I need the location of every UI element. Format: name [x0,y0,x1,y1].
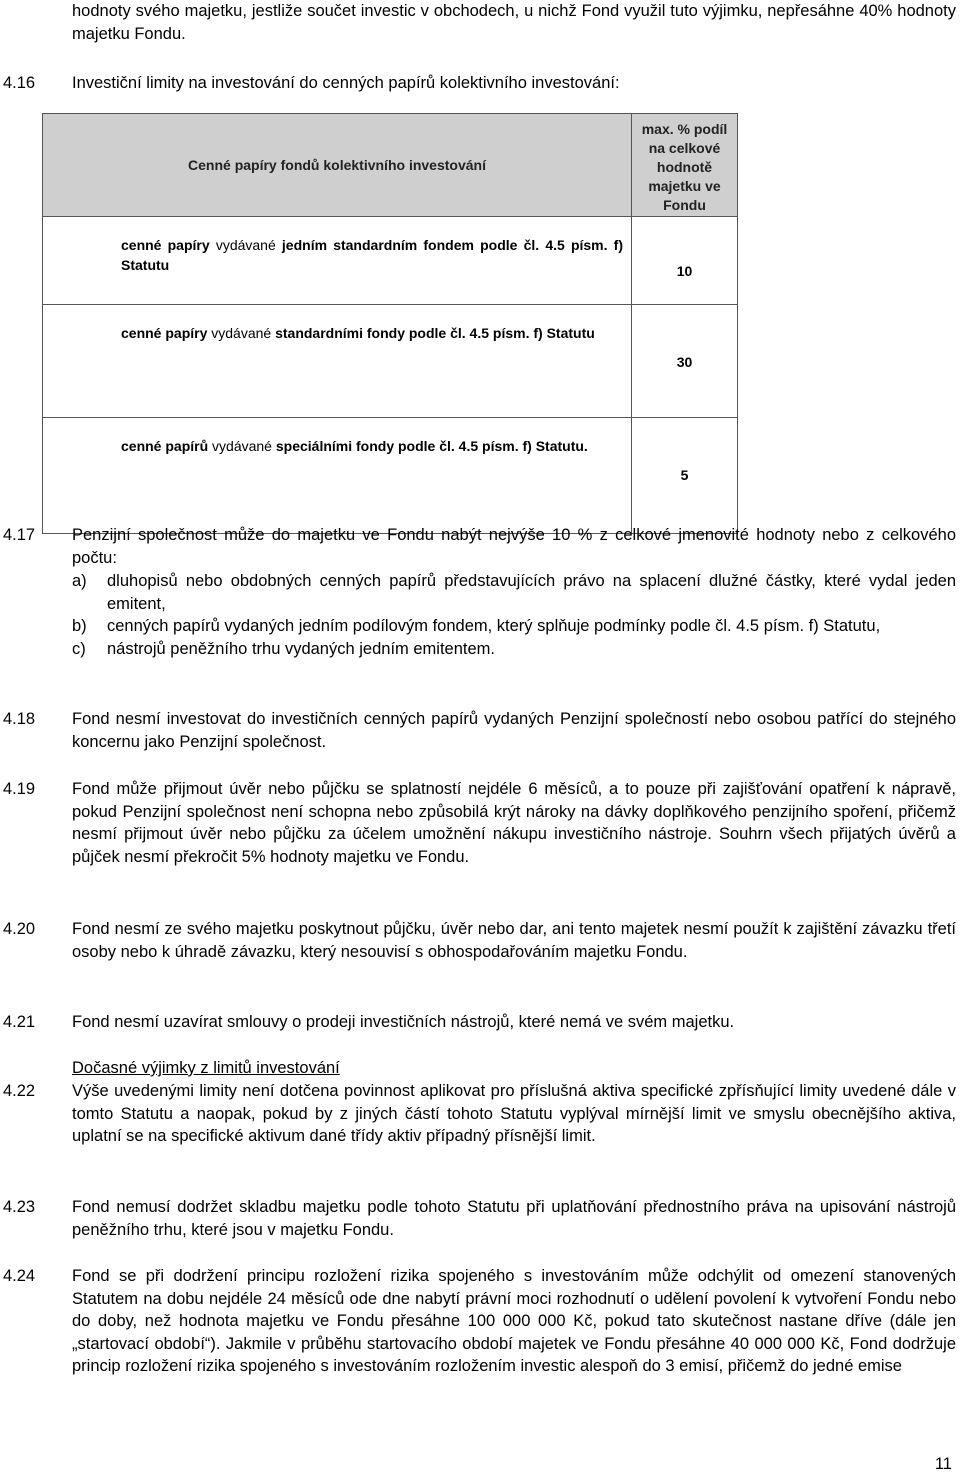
section-number-4-23: 4.23 [3,1198,36,1216]
list-item-label: b) [72,617,87,636]
section-number-4-21: 4.21 [3,1013,36,1031]
table-row-description [43,305,632,418]
section-4-23-text: Fond nemusí dodržet skladbu majetku podle tohoto Statutu při uplatňování přednostního práva na upisování nástrojů peněžního trhu, které jsou v majetku Fondu. [72,1198,956,1239]
intro-paragraph: hodnoty svého majetku, jestliže součet investic v obchodech, u nichž Fond využil tuto výjimku, nepřesáhne 40% hodnoty majetku Fondu. [72,2,956,43]
section-number-4-18: 4.18 [3,710,36,728]
table-row-value: 10 [632,217,738,305]
section-number-4-16: 4.16 [3,74,36,92]
row-bold: standardními fondy podle čl. 4.5 písm. f) Statutu [275,325,595,341]
section-number-4-22: 4.22 [3,1082,36,1100]
list-item [72,570,956,615]
list-item-label: a) [72,572,87,590]
section-heading: Dočasné výjimky z limitů investování [72,1059,340,1077]
list-item [72,638,956,661]
list-item [72,615,956,638]
section-number-4-19: 4.19 [3,780,36,798]
list-item-label: c) [72,639,86,658]
table-header-right-text: max. % podíl na celkové hodnotě majetku ve Fondu [641,121,728,213]
row-mid: vydávané [215,237,276,253]
table-header-row [43,114,738,217]
row-mid: vydávané [212,438,272,454]
table-row-description [43,217,632,305]
table-header-left: Cenné papíry fondů kolektivního investování [43,114,632,217]
row-pre: cenné papíry [121,237,210,253]
section-number-4-17: 4.17 [3,526,36,544]
table-row-description [43,418,632,534]
list-item-text: nástrojů peněžního trhu vydaných jedním emitentem. [107,639,495,658]
table-row-value: 5 [632,418,738,534]
section-4-21-text: Fond nesmí uzavírat smlouvy o prodeji investičních nástrojů, které nemá ve svém majetku. [72,1013,735,1031]
section-number-4-20: 4.20 [3,920,36,938]
row-bold: speciálními fondy podle čl. 4.5 písm. f) Statutu. [275,438,588,454]
table-row [43,418,738,534]
row-bold: jedním standardním fondem podle čl. 4.5 písm. f) Statutu [121,237,623,273]
section-4-19-text: Fond může přijmout úvěr nebo půjčku se splatností nejdéle 6 měsíců, a to pouze při zajišťování opatření k nápravě, pokud Penzijní společnost není schopna nebo způsobilá krýt nároky na dávky doplňkového penzijního spoření, přičemž nesmí přijmout úvěr nebo půjčku za účelem umožnění nákupu investičního nástroje. Souhrn všech přijatých úvěrů a půjček nesmí překročit 5% hodnoty majetku ve Fondu. [72,780,956,866]
table-header-right [632,114,738,217]
list-item-text: dluhopisů nebo obdobných cenných papírů představujících právo na splacení dlužné částky, které vydal jeden emitent, [107,572,956,613]
page-number: 11 [934,1455,952,1473]
row-pre: cenné papírů [121,438,209,454]
section-4-20-text: Fond nesmí ze svého majetku poskytnout půjčku, úvěr nebo dar, ani tento majetek nesmí použít k zajištění závazku třetí osoby nebo k úhradě závazku, který nesouvisí s obhospodařováním majetku Fondu. [72,920,956,961]
list-item-text: cenných papírů vydaných jedním podílovým fondem, který splňuje podmínky podle čl. 4.5 písm. f) Statutu, [107,617,881,636]
section-4-17-list [72,570,956,660]
table-row [43,217,738,305]
section-4-17-text: Penzijní společnost může do majetku ve Fondu nabýt nejvýše 10 % z celkové jmenovité hodnoty nebo z celkového počtu: [72,526,956,567]
section-4-22-text: Výše uvedenými limity není dotčena povinnost aplikovat pro příslušná aktiva specifické zpřísňující limity uvedené dále v tomto Statutu a naopak, pokud by z jiných částí tohoto Statutu vyplýval mírnější limit ve smyslu obecnějšího aktiva, uplatní se na specifické aktivum dané třídy aktiv případný přísnější limit. [72,1082,956,1146]
table-row-value: 30 [632,305,738,418]
table-row [43,305,738,418]
row-mid: vydávané [211,325,272,341]
section-4-18-text: Fond nesmí investovat do investičních cenných papírů vydaných Penzijní společností nebo osobou patřící do stejného koncernu jako Penzijní společnost. [72,710,956,751]
section-4-24-text: Fond se při dodržení principu rozložení rizika spojeného s investováním může odchýlit od omezení stanovených Statutem na dobu nejdéle 24 měsíců ode dne nabytí právní moci rozhodnutí o udělení povolení k vytvoření Fondu nebo do doby, než hodnota majetku ve Fondu přesáhne 100 000 000 Kč, pokud tato skutečnost nastane dříve (dále jen „startovací období“). Jakmile v průběhu startovacího období majetek ve Fondu přesáhne 40 000 000 Kč, Fond dodržuje princip rozložení rizika spojeného s investováním rozložením investic alespoň do 3 emisí, přičemž do jedné emise [72,1267,956,1376]
section-number-4-24: 4.24 [3,1267,36,1285]
section-4-16-text: Investiční limity na investování do cenných papírů kolektivního investování: [72,74,620,92]
row-pre: cenné papíry [121,325,208,341]
investment-limits-table [42,113,738,534]
